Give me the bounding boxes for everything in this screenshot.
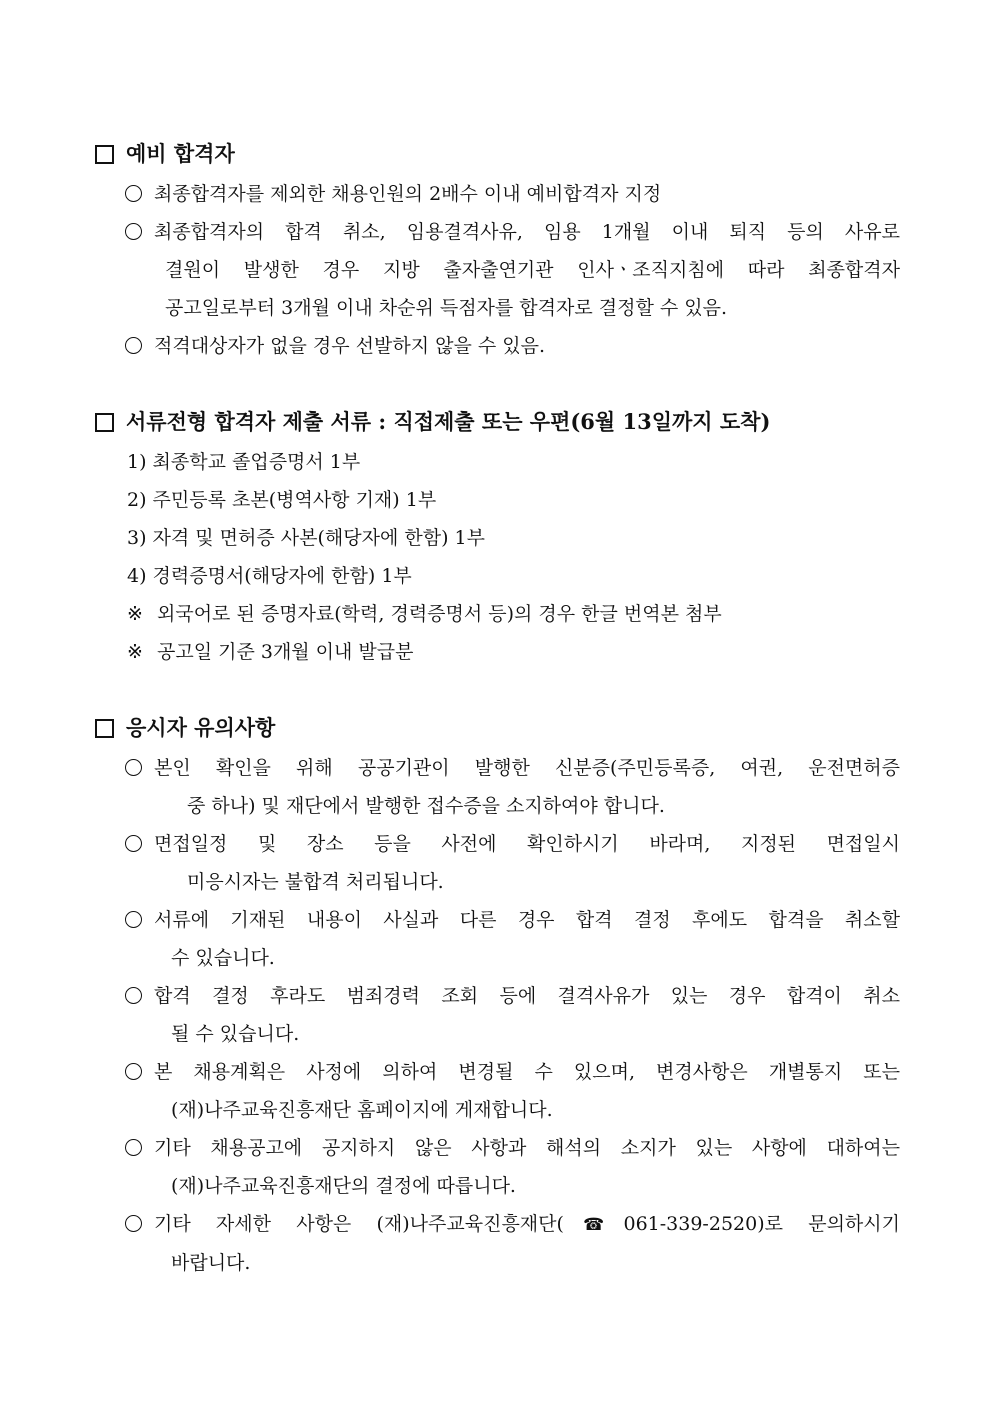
phone-icon: ☎ (563, 1215, 624, 1235)
bullet-item: 최종합격자를 제외한 채용인원의 2배수 이내 예비합격자 지정 (125, 175, 900, 213)
document-list-item: 2) 주민등록 초본(병역사항 기재) 1부 (127, 489, 437, 511)
circle-bullet-icon (125, 223, 142, 240)
bullet-item: 기타 채용공고에 공지하지 않은 사항과 해석의 소지가 있는 사항에 대하여는 (재)나주교육진흥재단의 결정에 따릅니다. (125, 1129, 900, 1205)
bullet-item-contact: 기타 자세한 사항은 (재)나주교육진흥재단(☎061-339-2520)로 문의하시기 바랍니다. (125, 1205, 900, 1282)
phone-number: 061-339-2520 (623, 1213, 758, 1235)
reference-mark: ※ (127, 603, 143, 625)
circle-bullet-icon (125, 911, 142, 928)
circle-bullet-icon (125, 759, 142, 776)
bullet-item: 최종합격자의 합격 취소, 임용결격사유, 임용 1개월 이내 퇴직 등의 사유로 결원이 발생한 경우 지방 출자출연기관 인사ㆍ조직지침에 따라 최종합격자 공고일로부터 3개월 이내 차순위 득점자를 합격자로 결정할 수 있음. (125, 213, 900, 327)
document-list-item: 3) 자격 및 면허증 사본(해당자에 한함) 1부 (127, 527, 485, 549)
circle-bullet-icon (125, 1139, 142, 1156)
checkbox-icon (95, 719, 114, 738)
bullet-item: 적격대상자가 없을 경우 선발하지 않을 수 있음. (125, 327, 900, 365)
reference-mark: ※ (127, 641, 143, 663)
section-heading: 응시자 유의사항 (95, 713, 275, 743)
bullet-item: 본인 확인을 위해 공공기관이 발행한 신분증(주민등록증, 여권, 운전면허증 중 하나) 및 재단에서 발행한 접수증을 소지하여야 합니다. (125, 749, 900, 825)
circle-bullet-icon (125, 1063, 142, 1080)
circle-bullet-icon (125, 987, 142, 1004)
circle-bullet-icon (125, 1215, 142, 1232)
document-list-item: 1) 최종학교 졸업증명서 1부 (127, 451, 361, 473)
section-heading: 서류전형 합격자 제출 서류 : 직접제출 또는 우편(6월 13일까지 도착) (95, 407, 770, 437)
document-list-item: 4) 경력증명서(해당자에 한함) 1부 (127, 565, 412, 587)
bullet-item: 서류에 기재된 내용이 사실과 다른 경우 합격 결정 후에도 합격을 취소할 수 있습니다. (125, 901, 900, 977)
note-item: ※ 외국어로 된 증명자료(학력, 경력증명서 등)의 경우 한글 번역본 첨부 (127, 595, 722, 633)
circle-bullet-icon (125, 337, 142, 354)
checkbox-icon (95, 413, 114, 432)
bullet-item: 본 채용계획은 사정에 의하여 변경될 수 있으며, 변경사항은 개별통지 또는 (재)나주교육진흥재단 홈페이지에 게재합니다. (125, 1053, 900, 1129)
bullet-item: 합격 결정 후라도 범죄경력 조회 등에 결격사유가 있는 경우 합격이 취소 될 수 있습니다. (125, 977, 900, 1053)
circle-bullet-icon (125, 185, 142, 202)
circle-bullet-icon (125, 835, 142, 852)
bullet-item: 면접일정 및 장소 등을 사전에 확인하시기 바라며, 지정된 면접일시 미응시자는 불합격 처리됩니다. (125, 825, 900, 901)
checkbox-icon (95, 145, 114, 164)
section-heading: 예비 합격자 (95, 139, 235, 169)
note-item: ※ 공고일 기준 3개월 이내 발급분 (127, 633, 414, 671)
